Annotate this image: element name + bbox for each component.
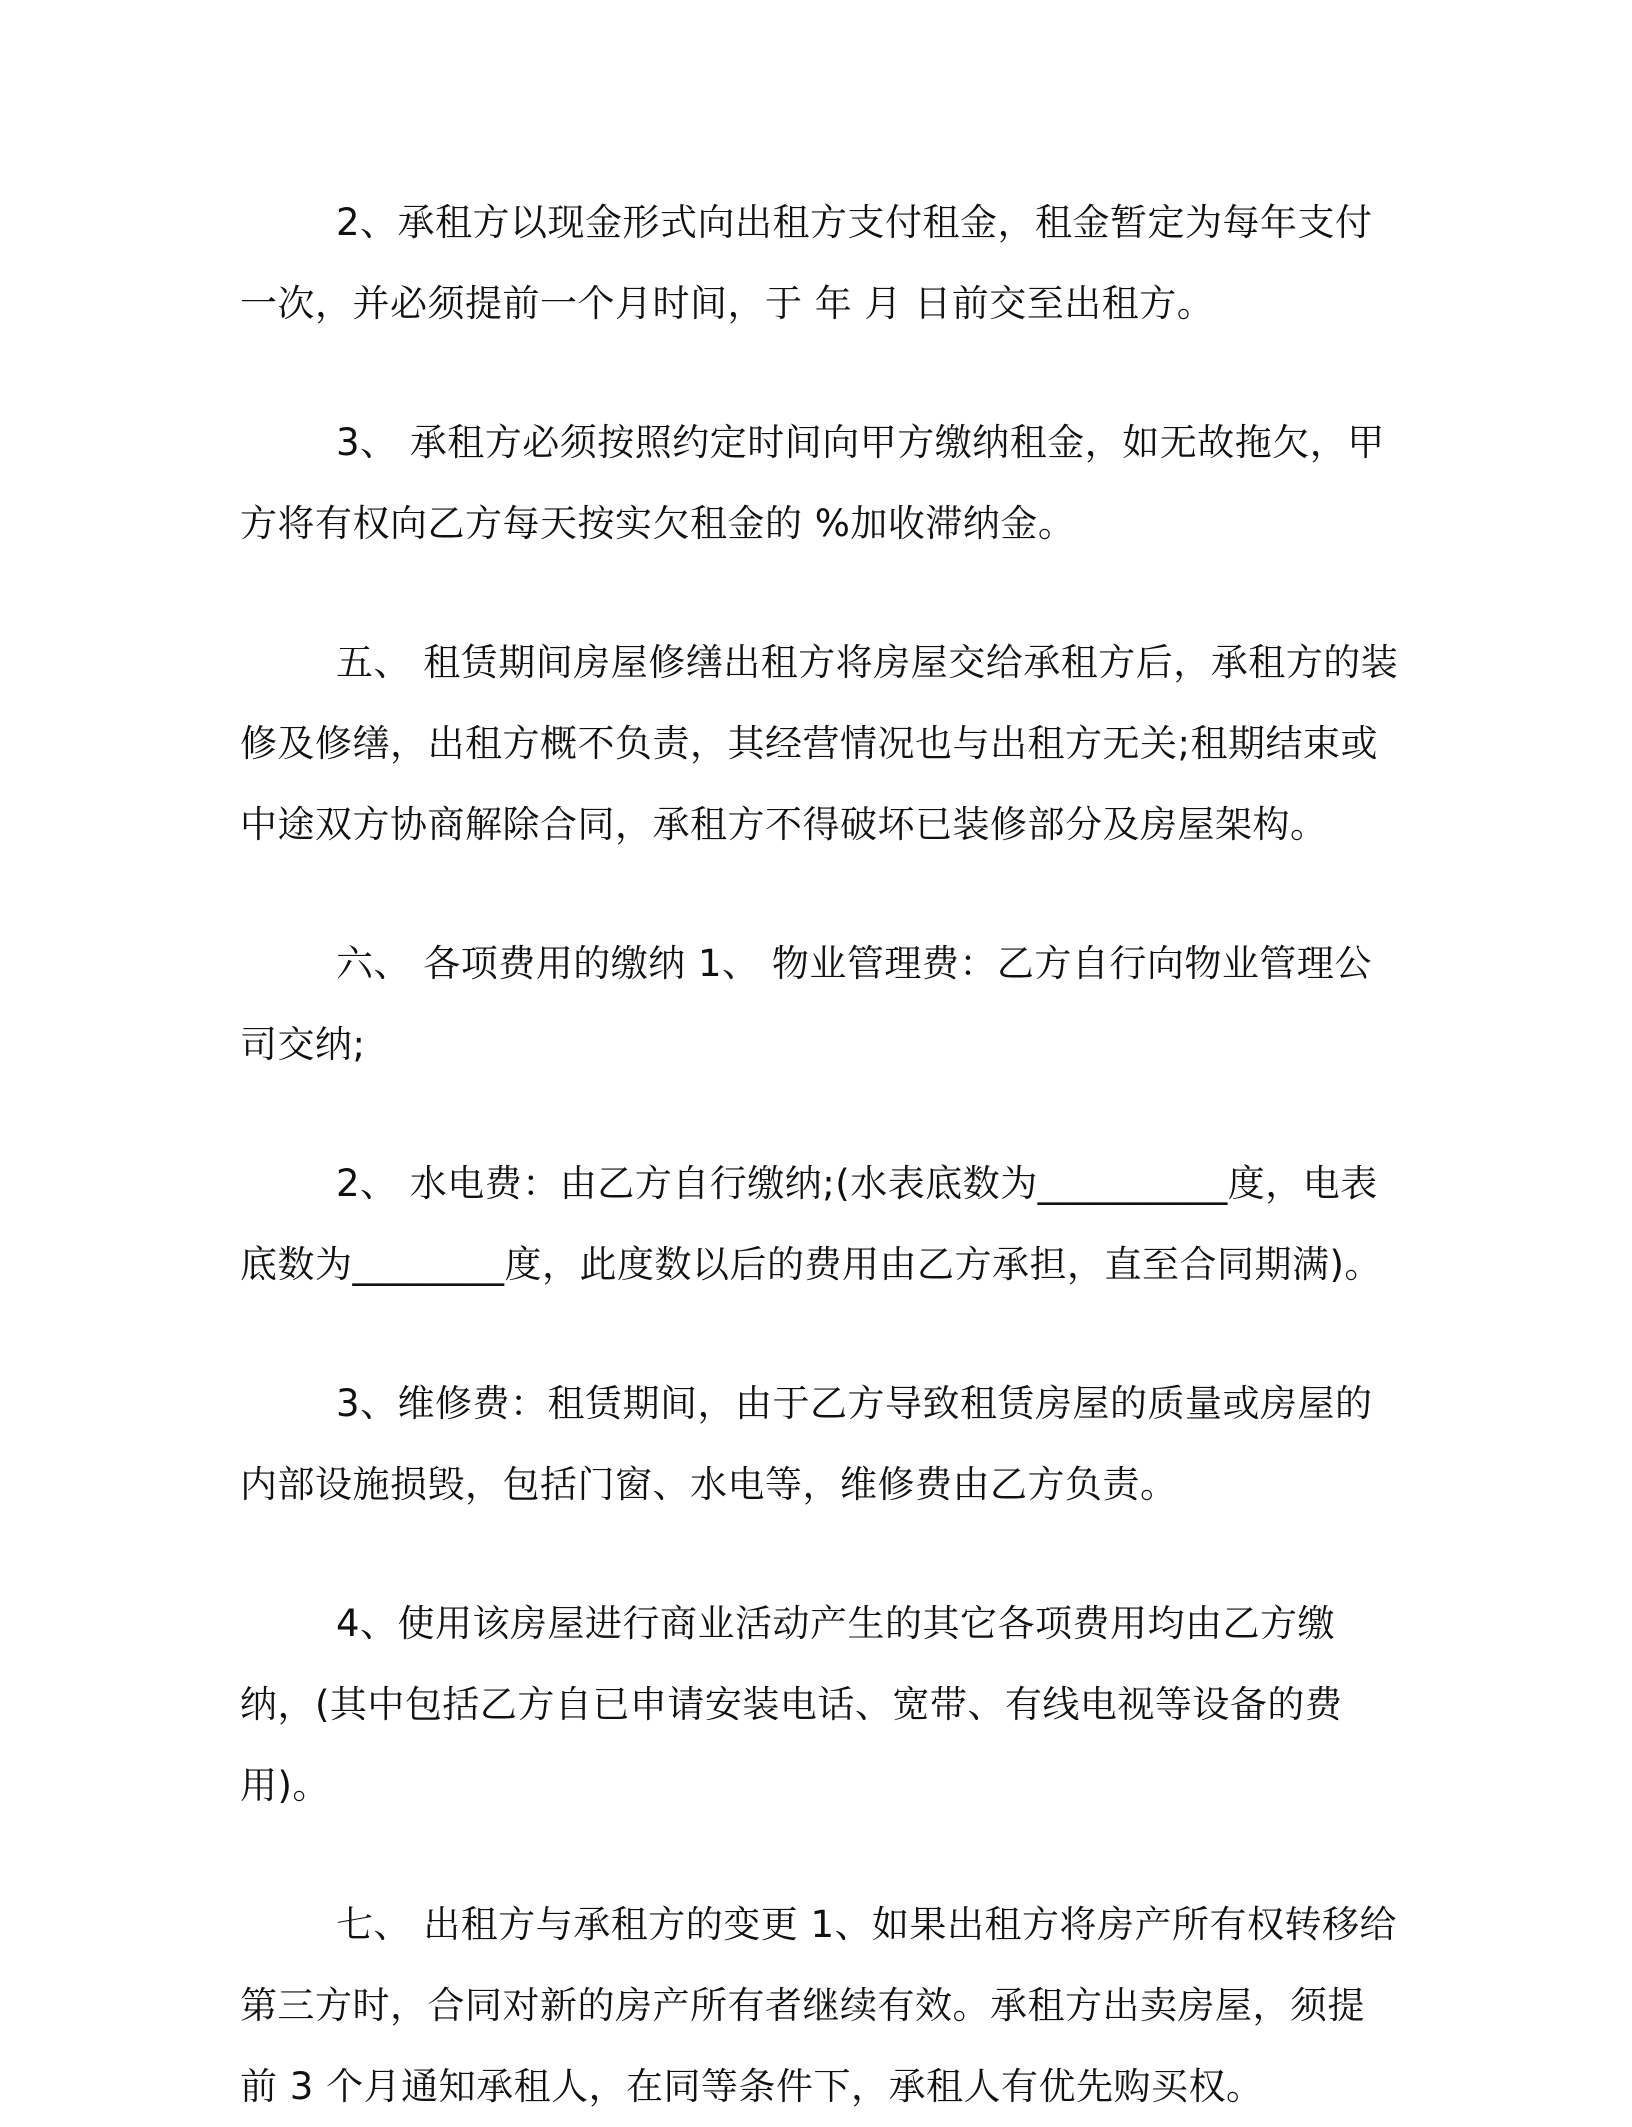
paragraph-repairs-section-5: 五、 租赁期间房屋修缮出租方将房屋交给承租方后，承租方的装修及修缮，出租方概不负责，其经营情况也与出租方无关;租期结束或中途双方协商解除合同，承租方不得破坏已装修部分及房屋架构。 [240,641,1399,846]
document-body [240,182,1400,2127]
paragraph-maintenance-fee: 3、维修费：租赁期间，由于乙方导致租赁房屋的质量或房屋的内部设施损毁，包括门窗、水电等，维修费由乙方负责。 [240,1382,1373,1506]
paragraph-late-fee: 3、 承租方必须按照约定时间向甲方缴纳租金，如无故拖欠，甲方将有权向乙方每天按实欠租金的 %加收滞纳金。 [240,421,1385,545]
paragraph-rent-payment: 2、承租方以现金形式向出租方支付租金，租金暂定为每年支付一次，并必须提前一个月时间，于 年 月 日前交至出租方。 [240,201,1373,325]
paragraph-fees-section-6: 六、 各项费用的缴纳 1、 物业管理费：乙方自行向物业管理公司交纳; [240,942,1372,1066]
paragraph-utilities: 2、 水电费：由乙方自行缴纳;(水表底数为__________度，电表底数为________度，此度数以后的费用由乙方承担，直至合同期满)。 [240,1162,1382,1286]
paragraph-other-fees: 4、使用该房屋进行商业活动产生的其它各项费用均由乙方缴纳，(其中包括乙方自已申请安装电话、宽带、有线电视等设备的费用)。 [240,1602,1343,1807]
paragraph-changes-section-7: 七、 出租方与承租方的变更 1、如果出租方将房产所有权转移给第三方时，合同对新的房产所有者继续有效。承租方出卖房屋，须提前 3 个月通知承租人，在同等条件下，承租人有优先购买权。 [240,1903,1398,2108]
